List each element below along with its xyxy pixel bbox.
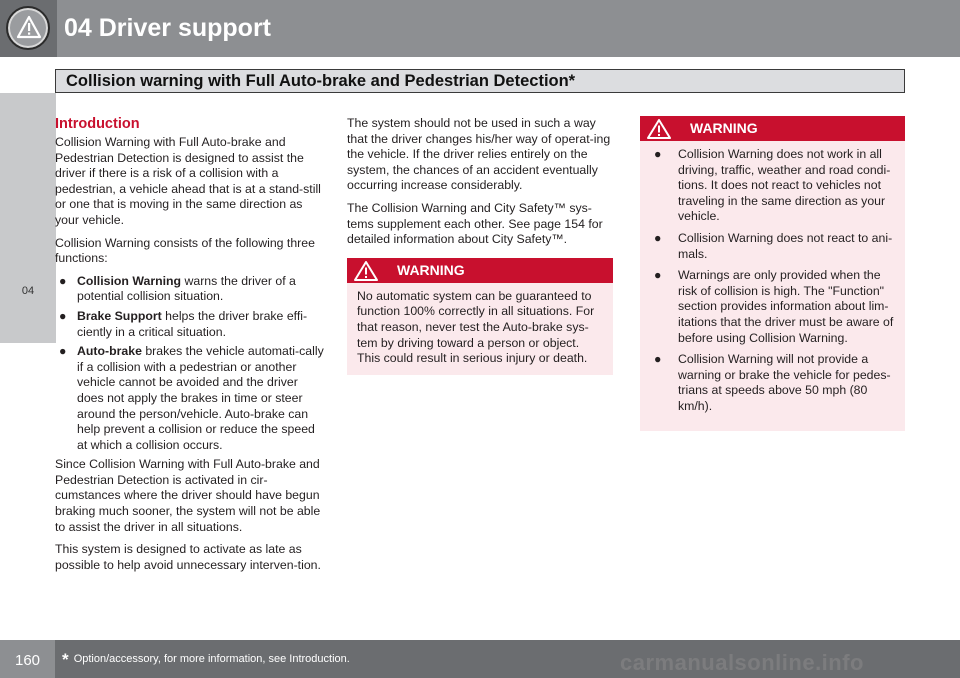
side-tab-label: 04 bbox=[21, 285, 35, 297]
introduction-heading: Introduction bbox=[55, 116, 140, 132]
footnote-text: Option/accessory, for more information, see Introduction. bbox=[73, 653, 350, 665]
warning-title: WARNING bbox=[690, 120, 758, 136]
list-item: ● Collision Warning does not react to ani-mals. bbox=[654, 230, 893, 261]
list-item: ● Collision Warning does not work in all driving, traffic, weather and road condi-tions. It does not react to vehicles not traveling in the same direction as your vehicle. bbox=[654, 147, 891, 224]
functions-intro: Collision Warning consists of the following three functions: bbox=[55, 235, 315, 266]
paragraph: The Collision Warning and City Safety™ sys-tems supplement each other. See page 154 for detailed information about City Safety™. bbox=[347, 200, 603, 247]
warning-header bbox=[640, 116, 905, 141]
section-title-bar bbox=[55, 69, 905, 93]
list-item: ● Auto-brake brakes the vehicle automati-cally if a collision with a pedestrian or another vehicle cannot be avoided and the driver does not apply the brakes in time or steer around the person/vehicle. Auto-brake can help prevent a collision or reduce the speed at which a collision occurs. bbox=[59, 344, 324, 452]
function-term: Collision Warning bbox=[77, 273, 182, 288]
footnote bbox=[62, 650, 350, 670]
function-text: brakes the vehicle automati-cally if a collision with a pedestrian or another vehicle cannot be avoided and the driver does not apply the brakes in time or steer around the person/vehicle. Auto-brake can help prevent a collision or reduce the speed at which a collision occurs. bbox=[77, 344, 324, 452]
functions-list bbox=[55, 274, 327, 454]
intro-paragraph: Collision Warning with Full Auto-brake and Pedestrian Detection is designed to assist the driver if there is a risk of a collision with a pedestrian, a vehicle ahead that is at a stand-still or one that is moving in the same direction as your vehicle. bbox=[55, 135, 321, 227]
column-left bbox=[55, 116, 327, 580]
warning-body bbox=[640, 141, 905, 431]
list-item: ● Collision Warning will not provide a warning or brake the vehicle for pedes-trians at speeds above 50 mph (80 km/h). bbox=[654, 352, 891, 413]
chapter-badge bbox=[0, 0, 57, 57]
column-middle bbox=[347, 116, 613, 375]
function-term: Brake Support bbox=[77, 308, 162, 323]
warning-triangle-icon bbox=[353, 260, 379, 282]
list-item: ● Collision Warning warns the driver of a potential collision situation. bbox=[59, 273, 296, 304]
paragraph: This system is designed to activate as late as possible to help avoid unnecessary interven-tion. bbox=[55, 542, 321, 572]
warning-text: No automatic system can be guaranteed to function 100% correctly in all situations. For that reason, never test the Auto-brake sys-tem by driving toward a person or object. This could result in serious injury or death. bbox=[357, 288, 595, 366]
footnote-star: * bbox=[62, 650, 69, 669]
list-item: ● Brake Support helps the driver brake effi-ciently in a critical situation. bbox=[59, 308, 308, 339]
watermark: carmanualsonline.info bbox=[620, 650, 864, 675]
chapter-header bbox=[0, 0, 960, 57]
paragraph: Since Collision Warning with Full Auto-brake and Pedestrian Detection is activated in cir-cumstances where the driver should have begun braking much sooner, the system will not be able to assist the driver in all situations. bbox=[55, 457, 321, 534]
paragraph: The system should not be used in such a way that the driver changes his/her way of operat-ing the vehicle. If the driver relies entirely on the system, the chances of an accident eventually occurring increase considerably. bbox=[347, 116, 611, 193]
function-text: helps the driver brake effi-ciently in a critical situation. bbox=[77, 308, 308, 339]
list-item: ● Warnings are only provided when the risk of collision is high. The "Function" section provides information about lim-itations that the driver must be aware of before using Collision Warning. bbox=[654, 268, 894, 345]
warning-box bbox=[347, 258, 613, 375]
chapter-title: 04 Driver support bbox=[64, 14, 272, 42]
function-term: Auto-brake bbox=[77, 344, 142, 359]
column-right bbox=[640, 116, 905, 431]
warning-title: WARNING bbox=[397, 261, 465, 278]
warning-triangle-icon bbox=[646, 118, 672, 140]
function-text: warns the driver of a potential collision situation. bbox=[77, 273, 296, 304]
chapter-side-tab bbox=[0, 93, 56, 343]
warning-box bbox=[640, 116, 905, 431]
warning-triangle-icon bbox=[6, 6, 50, 50]
section-title: Collision warning with Full Auto-brake and Pedestrian Detection* bbox=[66, 72, 576, 90]
warning-list bbox=[644, 147, 895, 415]
warning-header bbox=[347, 258, 613, 283]
page-number: 160 bbox=[0, 640, 55, 678]
